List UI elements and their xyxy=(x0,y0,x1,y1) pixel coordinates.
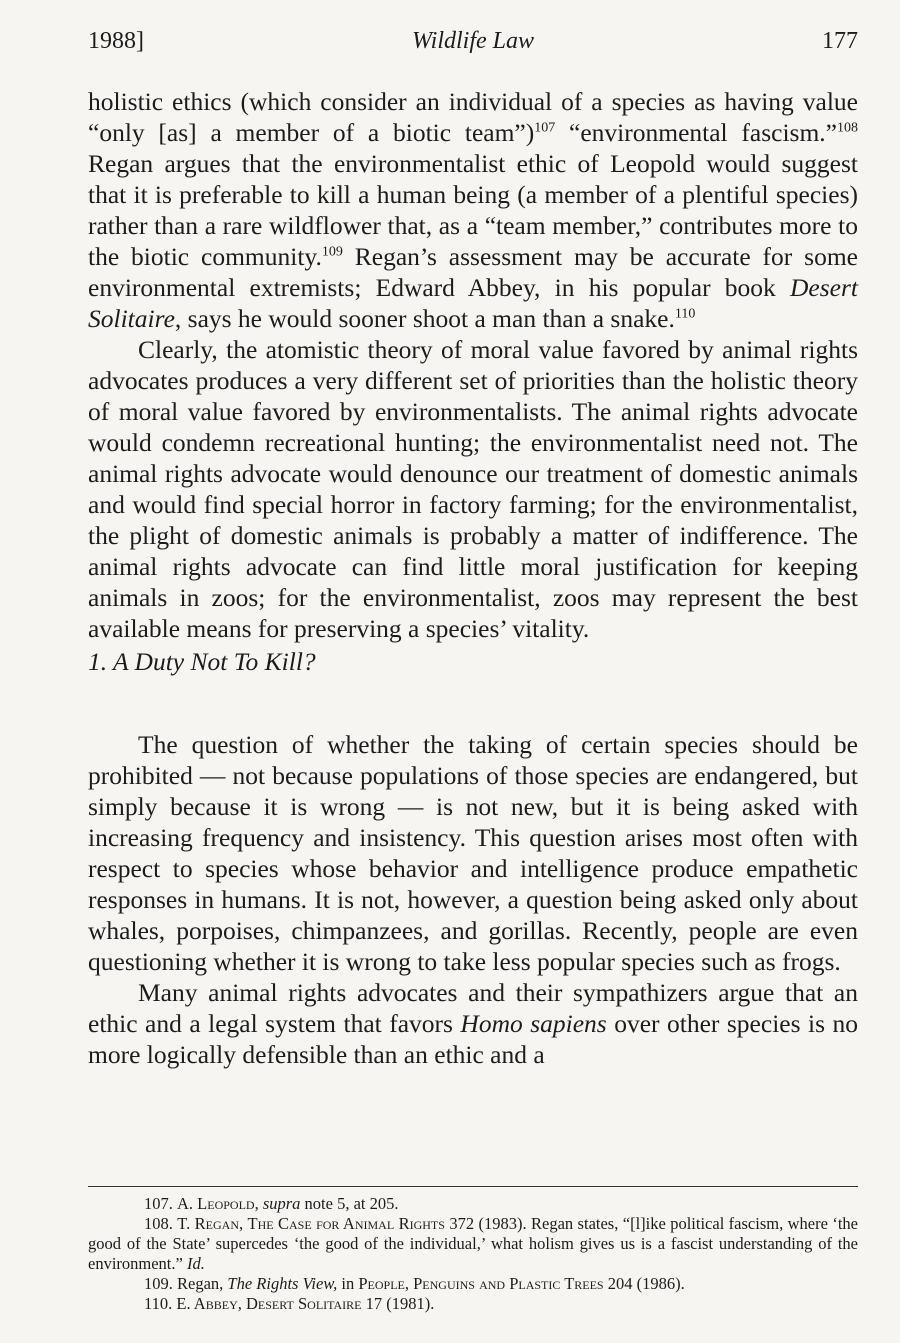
footnote-107 xyxy=(88,1194,858,1214)
main-text xyxy=(88,86,858,1070)
volume-year: 1988] xyxy=(88,28,144,54)
footnote-text: 372 (1983). Regan states, “[l]ike political fascism, where ‘the good of the State’ supercedes ‘the good of the individual,’ what holism gives us is a fascist understanding of the environment.” xyxy=(88,1214,858,1273)
text-run: holistic ethics (which consider an individual of a species as having value “only [as] a member of a biotic team”) xyxy=(88,87,858,147)
footnote-signal: Id. xyxy=(186,1254,205,1273)
footnotes xyxy=(88,1194,858,1314)
text-run: , says he would sooner shoot a man than a snake. xyxy=(174,304,675,333)
footnote-text: 17 (1981). xyxy=(361,1294,435,1313)
footnote-article: The Rights View, xyxy=(227,1274,338,1293)
footnote-author: A. Leopold, xyxy=(177,1194,259,1213)
page-number: 177 xyxy=(822,28,858,54)
footnote-number: 110. xyxy=(144,1294,173,1313)
paragraph-4 xyxy=(88,977,858,1070)
paragraph-1 xyxy=(88,86,858,334)
footnote-108 xyxy=(88,1214,858,1274)
footnote-number: 109. xyxy=(144,1274,173,1293)
species-name: Homo sapiens xyxy=(460,1009,607,1038)
footnote-book: People, Penguins and Plastic Trees xyxy=(358,1274,604,1293)
footnote-ref-107: 107 xyxy=(534,120,556,136)
footnote-book: The Case for Animal Rights xyxy=(247,1214,445,1233)
footnote-ref-109: 109 xyxy=(321,244,343,260)
running-title: Wildlife Law xyxy=(411,28,534,54)
footnote-number: 108. xyxy=(144,1214,173,1233)
footnote-number: 107. xyxy=(144,1194,173,1213)
footnote-ref-108: 108 xyxy=(837,120,858,136)
text-run: over other species is no more logically defensible than an ethic and a xyxy=(88,1009,858,1069)
footnote-text: 204 (1986). xyxy=(603,1274,685,1293)
footnote-author: T. Regan, xyxy=(177,1214,244,1233)
text-run: Regan’s assessment may be accurate for some environmental extremists; Edward Abbey, in his popular book xyxy=(88,242,858,302)
footnote-110 xyxy=(88,1294,858,1314)
footnote-divider xyxy=(88,1186,858,1187)
footnote-book: Desert Solitaire xyxy=(245,1294,362,1313)
footnote-author: Regan, xyxy=(177,1274,224,1293)
footnote-author: E. Abbey, xyxy=(176,1294,242,1313)
footnote-text: in xyxy=(337,1274,359,1293)
text-run: “environmental fascism.” xyxy=(555,118,837,147)
section-subheading: 1. A Duty Not To Kill? xyxy=(88,647,316,676)
footnote-109 xyxy=(88,1274,858,1294)
running-header xyxy=(88,28,858,64)
text-run: Regan argues that the environmentalist ethic of Leopold would suggest that it is preferable to kill a human being (a member of a plentiful species) rather than a rare wildflower that, as a “team member,” contributes more to the biotic community. xyxy=(88,149,858,271)
text-run: Many animal rights advocates and their sympathizers argue that an ethic and a legal system that favors xyxy=(88,978,858,1038)
paragraph-2: Clearly, the atomistic theory of moral value favored by animal rights advocates produces a very different set of priorities than the holistic theory of moral value favored by environmentalists. The animal rights advocate would condemn recreational hunting; the environmentalist need not. The animal rights advocate would denounce our treatment of domestic animals and would find special horror in factory farming; for the environmentalist, the plight of domestic animals is probably a matter of indifference. The animal rights advocate can find little moral justification for keeping animals in zoos; for the environmentalist, zoos may represent the best available means for preserving a species’ vitality. xyxy=(88,335,858,643)
paragraph-3: The question of whether the taking of certain species should be prohibited — not because populations of those species are endangered, but simply because it is wrong — is not new, but it is being asked with increasing frequency and insistency. This question arises most often with respect to species whose behavior and intelligence produce empathetic responses in humans. It is not, however, a question being asked only about whales, porpoises, chimpanzees, and gorillas. Recently, people are even questioning whether it is wrong to take less popular species such as frogs. xyxy=(88,730,858,976)
footnote-signal: supra xyxy=(262,1194,301,1213)
book-title: Desert Solitaire xyxy=(88,273,858,333)
footnote-text: note 5, at 205. xyxy=(300,1194,399,1213)
footnote-ref-110: 110 xyxy=(674,306,696,322)
